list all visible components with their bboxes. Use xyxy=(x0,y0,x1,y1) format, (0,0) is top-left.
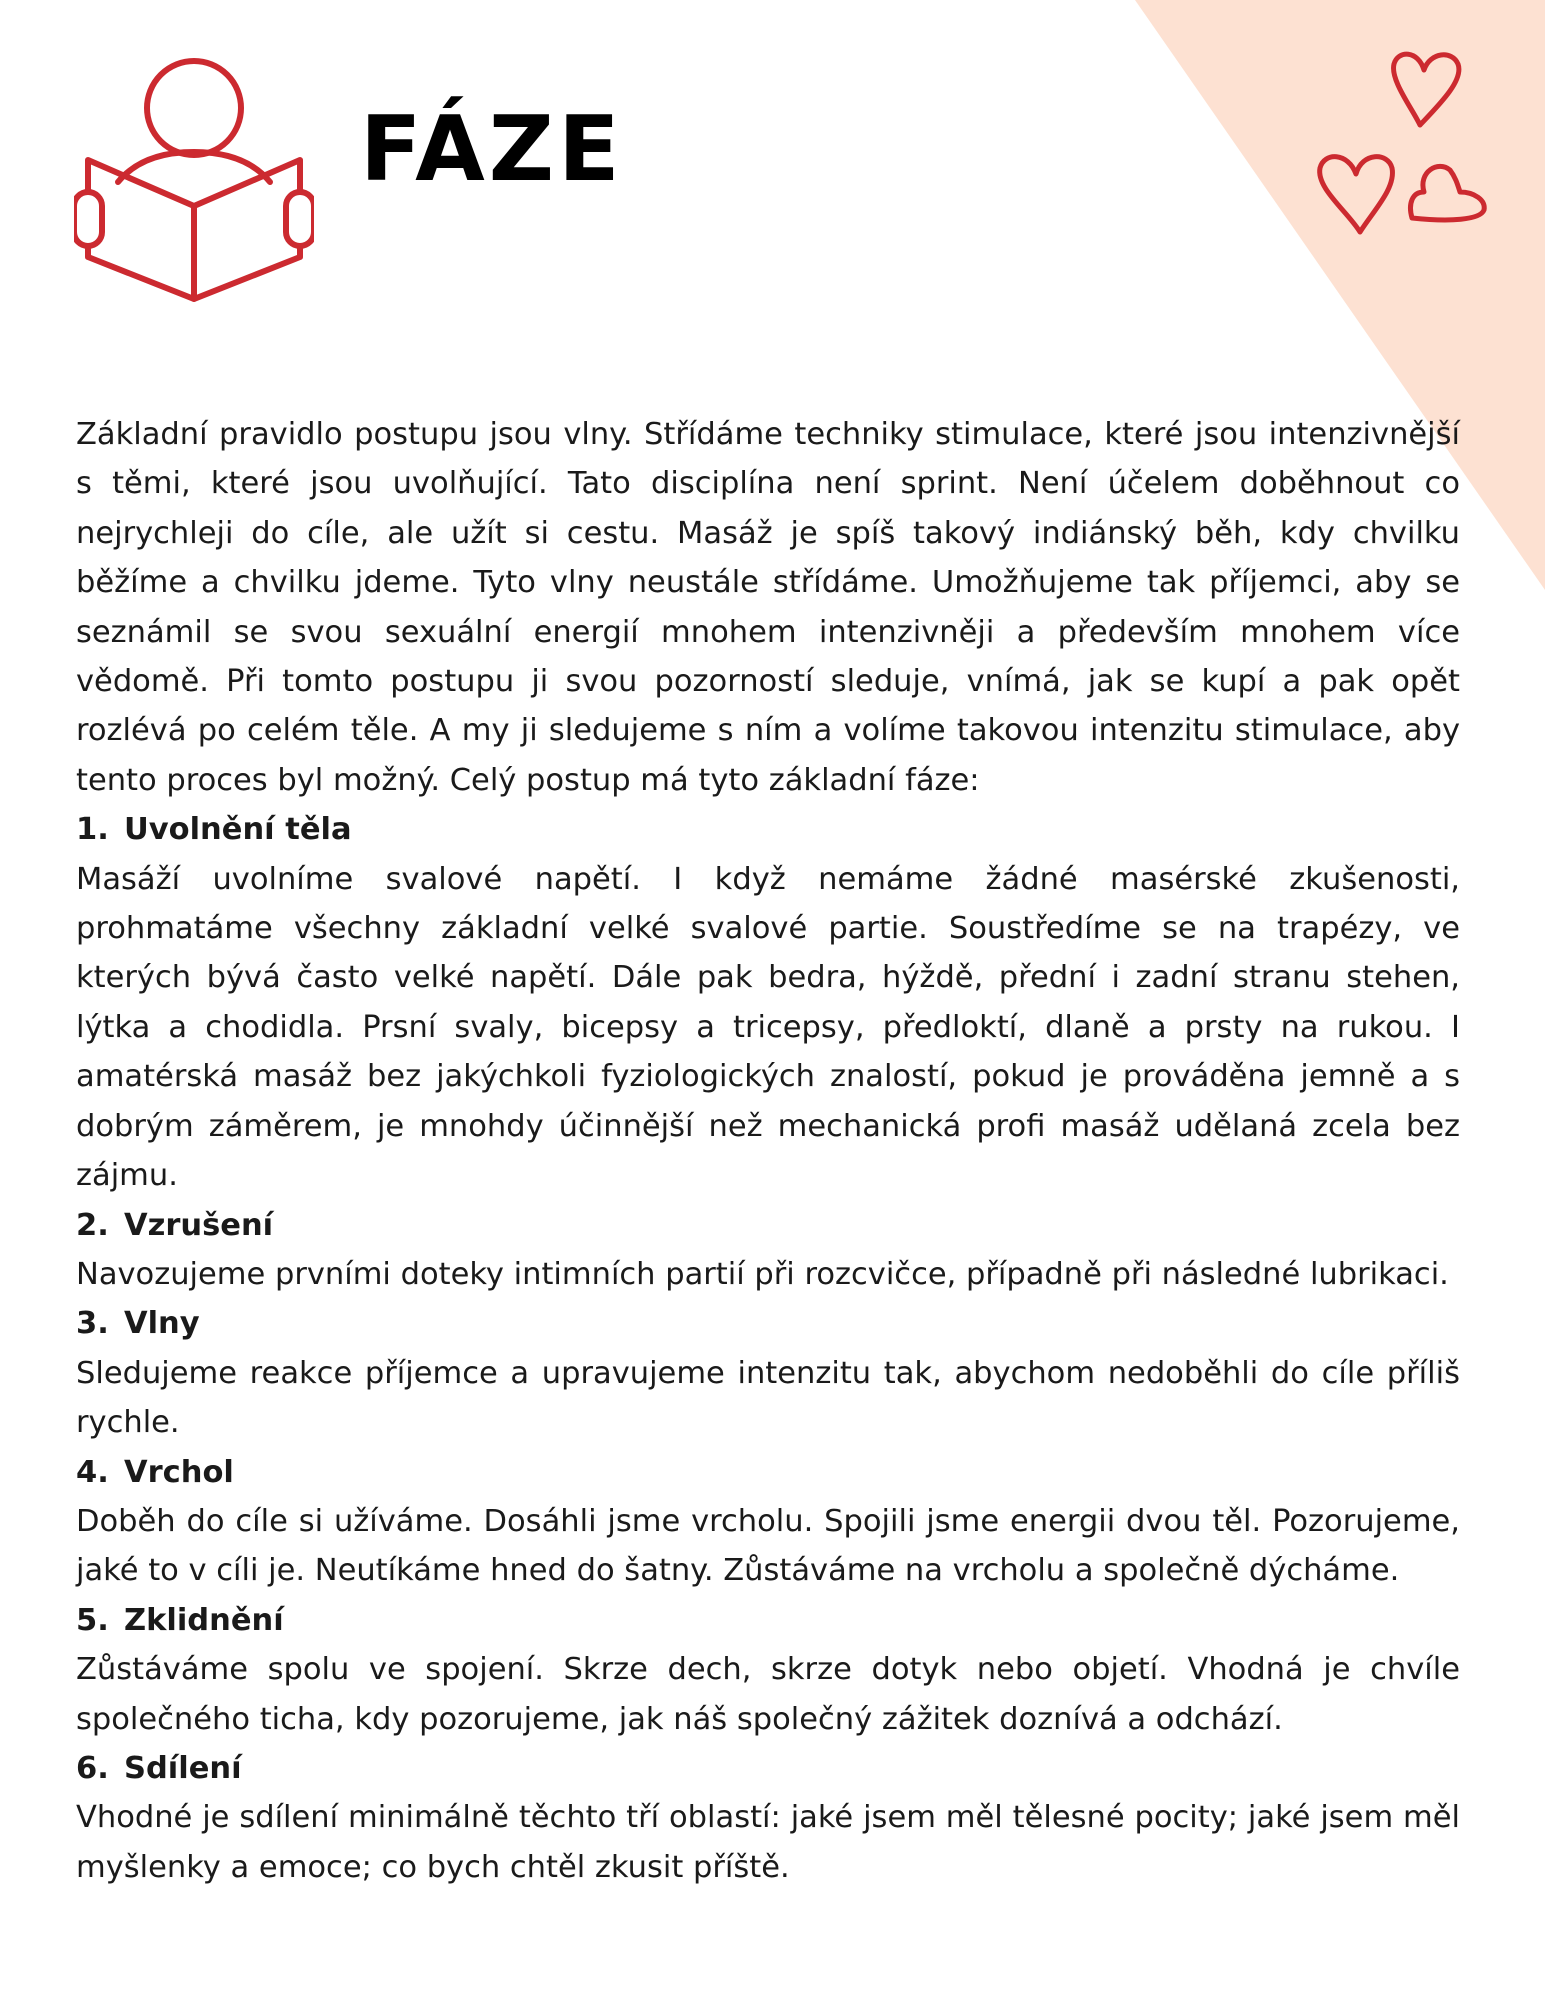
phase-number: 1. xyxy=(76,812,109,848)
phase-text: Zůstáváme spolu ve spojení. Skrze dech, skrze dotyk nebo objetí. Vhodná je chvíle společného ticha, kdy pozorujeme, jak náš společný zážitek doznívá a odchází. xyxy=(76,1652,1460,1737)
phase-title: Sdílení xyxy=(124,1750,242,1786)
main-content xyxy=(76,410,1460,1892)
phase-heading xyxy=(76,1448,1460,1497)
hearts-decoration xyxy=(1300,40,1500,240)
page-title: FÁZE xyxy=(360,97,624,202)
phase-number: 5. xyxy=(76,1602,109,1638)
heart-icon xyxy=(1320,157,1393,232)
phase-text: Sledujeme reakce příjemce a upravujeme intenzitu tak, abychom nedoběhli do cíle příliš rychle. xyxy=(76,1355,1460,1441)
phase-heading xyxy=(76,1596,1460,1645)
phase-text: Masáží uvolníme svalové napětí. I když nemáme žádné masérské zkušenosti, prohmatáme všechny základní velké svalové partie. Soustředíme se na trapézy, ve kterých bývá často velké napětí. Dále pak bedra, hýždě, přední i zadní stranu stehen, lýtka a chodidla. Prsní svaly, bicepsy a tricepsy, předloktí, dlaně a prsty na rukou. I amatérská masáž bez jakýchkoli fyziologických znalostí, pokud je prováděna jemně a s dobrým záměrem, je mnohdy účinnější než mechanická profi masáž udělaná zcela bez zájmu. xyxy=(76,861,1460,1194)
phase-title: Vlny xyxy=(124,1306,200,1342)
phase-number: 2. xyxy=(76,1207,109,1243)
phase-heading xyxy=(76,805,1460,854)
phase-heading xyxy=(76,1299,1460,1348)
intro-paragraph: Základní pravidlo postupu jsou vlny. Střídáme techniky stimulace, které jsou intenzivnější s těmi, které jsou uvolňující. Tato disciplína není sprint. Není účelem doběhnout co nejrychleji do cíle, ale užít si cestu. Masáž je spíš takový indiánský běh, kdy chvilku běžíme a chvilku jdeme. Tyto vlny neustále střídáme. Umožňujeme tak příjemci, aby se seznámil se svou sexuální energií mnohem intenzivněji a především mnohem více vědomě. Při tomto postupu ji svou pozorností sleduje, vnímá, jak se kupí a pak opět rozlévá po celém těle. A my ji sledujeme s ním a volíme takovou intenzitu stimulace, aby tento proces byl možný. Celý postup má tyto základní fáze: xyxy=(76,417,1460,798)
heart-icon xyxy=(1411,166,1485,220)
phase-number: 6. xyxy=(76,1750,109,1786)
phase-title: Uvolnění těla xyxy=(124,812,352,848)
phase-title: Zklidnění xyxy=(124,1602,284,1638)
phase-number: 3. xyxy=(76,1306,109,1342)
phase-text: Navozujeme prvními doteky intimních partií při rozcvičce, případně při následné lubrikaci. xyxy=(76,1256,1449,1292)
phase-heading xyxy=(76,1201,1460,1250)
phase-heading xyxy=(76,1744,1460,1793)
phase-number: 4. xyxy=(76,1454,109,1490)
phase-title: Vrchol xyxy=(124,1454,234,1490)
heart-icon xyxy=(1394,54,1459,125)
phase-text: Vhodné je sdílení minimálně těchto tří oblastí: jaké jsem měl tělesné pocity; jaké jsem měl myšlenky a emoce; co bych chtěl zkusit příště. xyxy=(76,1800,1460,1885)
person-reading-book-icon xyxy=(74,54,314,304)
phase-title: Vzrušení xyxy=(124,1207,274,1243)
phase-text: Doběh do cíle si užíváme. Dosáhli jsme vrcholu. Spojili jsme energii dvou těl. Pozorujeme, jaké to v cíli je. Neutíkáme hned do šatny. Zůstáváme na vrcholu a společně dýcháme. xyxy=(76,1503,1460,1589)
